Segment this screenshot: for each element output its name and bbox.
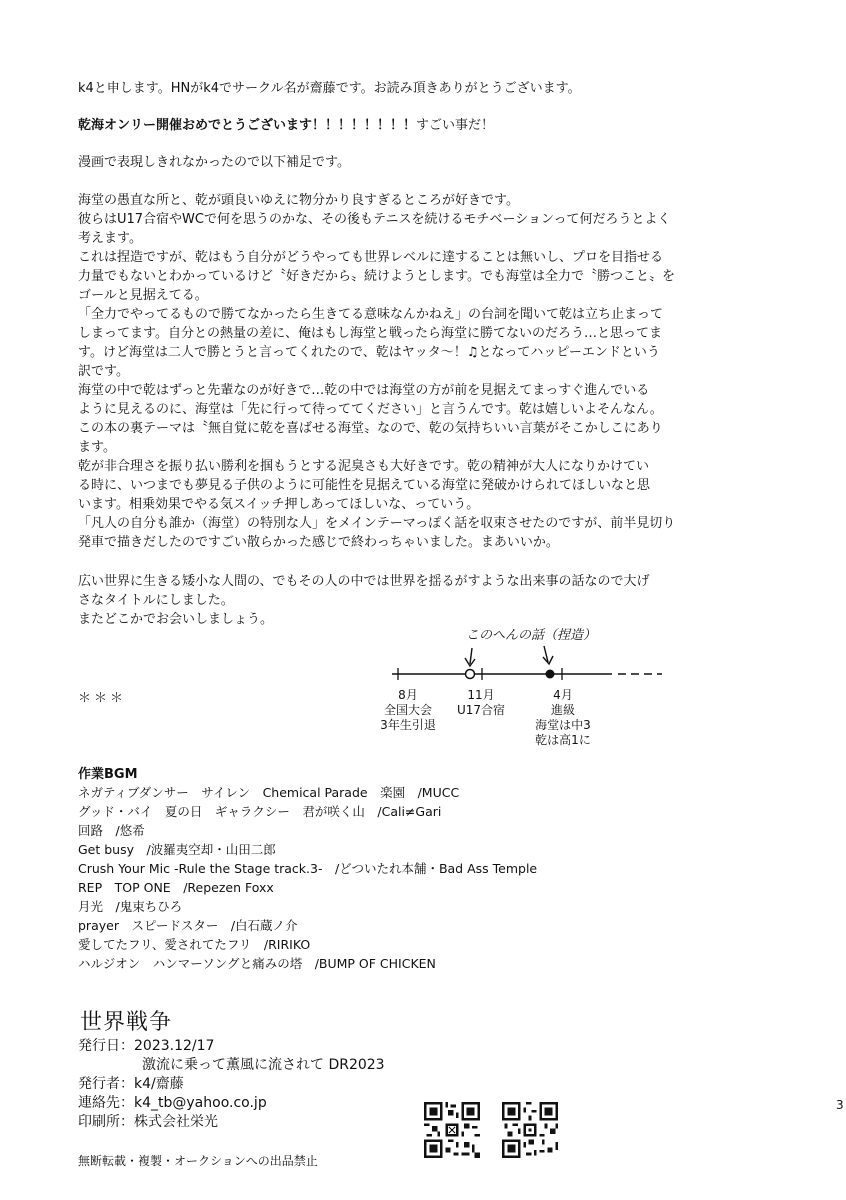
- closing-line: 広い世界に生きる矮小な人間の、でもその人の中では世界を揺るがすような出来事の話なので大げ: [78, 574, 650, 589]
- intro-text: k4と申します。HNがk4でサークル名が齋藤です。お読み頂きありがとうございます。: [78, 81, 581, 96]
- paragraph-line: 発車で描きだしたのですごい散らかった感じで終わっちゃいました。まあいいか。: [78, 535, 559, 550]
- paragraph-line: 訳です。: [78, 364, 129, 379]
- paragraph-line: ように見えるのに、海堂は「先に行って待っててください」と言うんです。乾は嬉しいよそんなん。: [78, 402, 663, 417]
- paragraph-line: 海堂の中で乾はずっと先輩なのが好きで…乾の中では海堂の方が前を見据えてまっすぐ進んでいる: [78, 383, 650, 398]
- paragraph-line: しまってます。自分との熱量の差に、俺はもし海堂と戦ったら海堂に勝てないのだろう…と思ってま: [78, 326, 662, 341]
- bgm-item: REP TOP ONE /Repezen Foxx: [78, 880, 274, 895]
- bgm-item: Crush Your Mic -Rule the Stage track.3- /どついたれ本舗・Bad Ass Temple: [78, 861, 538, 876]
- arrow-to-november: [470, 648, 472, 664]
- timeline-label-august: 8月 全国大会 3年生引退: [380, 688, 436, 732]
- bgm-item: 愛してたフリ、愛されてたフリ /RIRIKO: [78, 937, 311, 952]
- x-qr-code-icon[interactable]: [424, 1102, 480, 1158]
- page-number: 3: [836, 1098, 844, 1112]
- bgm-heading: 作業BGM: [78, 767, 138, 782]
- timeline-point-filled: [546, 670, 555, 679]
- paragraph-line: ゴールと見据えてる。: [78, 288, 208, 303]
- pixiv-qr-code-icon[interactable]: [502, 1102, 558, 1158]
- book-title: 世界戦争: [80, 1010, 173, 1035]
- paragraph-line: 「凡人の自分も誰か（海堂）の特別な人」をメインテーマっぽく話を収束させたのですが、前半見切り: [78, 516, 676, 531]
- bgm-item: グッド・バイ 夏の日 ギャラクシー 君が咲く山 /Cali≠Gari: [78, 804, 442, 819]
- bgm-item: 回路 /悠希: [78, 823, 145, 838]
- paragraph-line: 「全力でやってるもので勝てなかったら生きてる意味なんかねえ」の台詞を聞いて乾は立ち止まって: [78, 307, 664, 322]
- bgm-item: prayer スピードスター /白石蔵ノ介: [78, 918, 298, 933]
- paragraph-line: 力量でもないとわかっているけど〝好きだから〟続けようとします。でも海堂は全力で〝勝つこと〟を: [78, 269, 675, 284]
- paragraph-line: 海堂の愚直な所と、乾が頭良いゆえに物分かり良すぎるところが好きです。: [78, 193, 519, 208]
- congrats-tail: すごい事だ！: [416, 118, 495, 133]
- congrats-bold: 乾海オンリー開催おめでとうございます！！！！！！！！: [78, 118, 417, 133]
- closing-line: またどこかでお会いしましょう。: [78, 612, 274, 627]
- paragraph-line: この本の裏テーマは〝無自覚に乾を喜ばせる海堂〟なので、乾の気持ちいい言葉がそこかしこにあり: [78, 421, 663, 436]
- timeline-point-open: [466, 670, 475, 679]
- paragraph-line: す。けど海堂は二人で勝とうと言ってくれたので、乾はヤッタ～！♫となってハッピーエンドという: [78, 345, 660, 360]
- paragraph-line: これは捏造ですが、乾はもう自分がどうやっても世界レベルに達することは無いし、プロを目指せる: [78, 250, 664, 265]
- colophon-date: 発行日：2023.12/17: [78, 1038, 215, 1054]
- closing-line: さなタイトルにしました。: [78, 593, 234, 608]
- colophon-contact: 連絡先：k4_tb@yahoo.co.jp: [78, 1095, 267, 1111]
- timeline-label-november: 11月 U17合宿: [456, 688, 506, 717]
- colophon-printer: 印刷所：株式会社栄光: [78, 1114, 218, 1130]
- paragraph-line: 考えます。: [78, 231, 142, 246]
- section-stars: ＊＊＊: [78, 691, 127, 706]
- bgm-item: ネガティブダンサー サイレン Chemical Parade 楽園 /MUCC: [78, 785, 460, 800]
- timeline-label-april: 4月 進級 海堂は中3 乾は高1に: [535, 688, 591, 747]
- bgm-item: Get busy /波羅夷空却・山田二郎: [78, 842, 276, 857]
- congrats-line: [78, 116, 494, 135]
- copyright-notice: 無断転載・複製・オークションへの出品禁止: [78, 1154, 318, 1168]
- supplement-note: 漫画で表現しきれなかったので以下補足です。: [78, 155, 350, 170]
- paragraph-line: 彼らはU17合宿やWCで何を思うのかな、その後もテニスを続けるモチベーションって何だろうとよく: [78, 212, 671, 227]
- paragraph-line: います。相乗効果でやる気スイッチ押しあってほしいな、っていう。: [78, 497, 480, 512]
- colophon-publisher: 発行者：k4/齋藤: [78, 1076, 184, 1092]
- timeline-annotation: このへんの話（捏造）: [466, 628, 597, 643]
- bgm-item: 月光 /鬼束ちひろ: [78, 899, 183, 914]
- colophon-event: 激流に乗って薫風に流されて DR2023: [142, 1057, 385, 1073]
- paragraph-line: る時に、いつまでも夢見る子供のように可能性を見据えている海堂に発破かけられてほしいなと思: [78, 478, 651, 493]
- paragraph-line: ます。: [78, 440, 116, 455]
- paragraph-line: 乾が非合理さを振り払い勝利を掴もうとする泥臭さも大好きです。乾の精神が大人になりかけてい: [78, 459, 649, 474]
- bgm-item: ハルジオン ハンマーソングと痛みの塔 /BUMP OF CHICKEN: [78, 956, 436, 971]
